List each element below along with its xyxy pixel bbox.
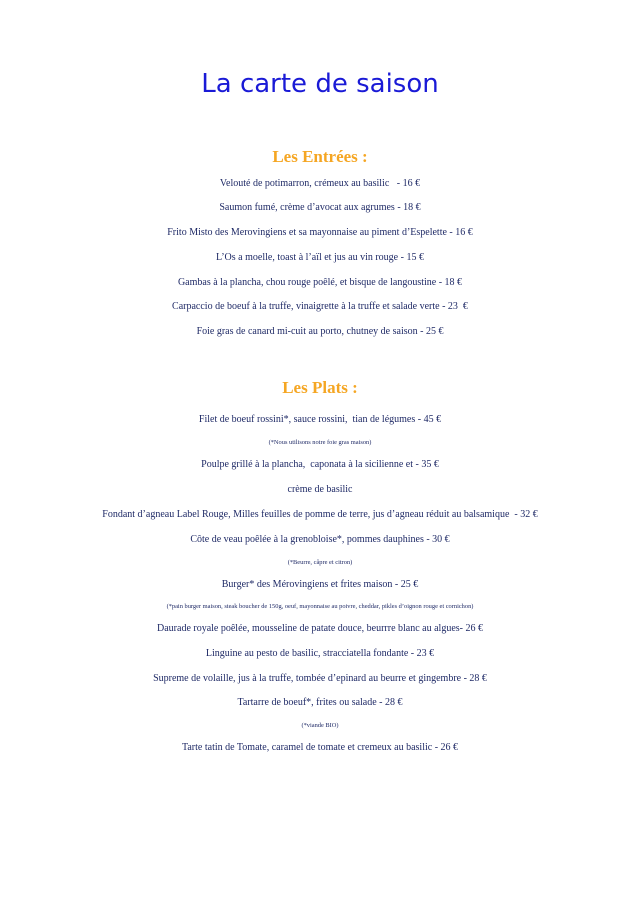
page-title: La carte de saison [201, 69, 439, 99]
menu-item: Tarte tatin de Tomate, caramel de tomate et cremeux au basilic - 26 € [181, 742, 459, 753]
menu-item: crème de basilic [287, 484, 353, 495]
menu-item: Burger* des Mérovingiens et frites maison - 25 € [221, 579, 419, 590]
menu-item: Daurade royale poêlée, mousseline de patate douce, beurrre blanc au algues- 26 € [157, 623, 483, 634]
menu-item: Fondant d’agneau Label Rouge, Milles feuilles de pomme de terre, jus d’agneau réduit au balsamique - 32 € [102, 509, 538, 520]
menu-item: Velouté de potimarron, crémeux au basilic - 16 € [219, 178, 421, 189]
menu-item: Tartarre de boeuf*, frites ou salade - 28 € [237, 697, 403, 708]
menu-note: (*Nous utilisons notre foie gras maison) [268, 439, 372, 446]
menu-item: Linguine au pesto de basilic, stracciatella fondante - 23 € [205, 648, 435, 659]
menu-item: Côte de veau poêlée à la grenobloise*, pommes dauphines - 30 € [190, 534, 450, 545]
menu-note: (*Beurre, câpre et citron) [287, 559, 353, 566]
menu-item: Frito Misto des Merovingiens et sa mayonnaise au piment d’Espelette - 16 € [167, 227, 473, 238]
menu-item: Gambas à la plancha, chou rouge poêlé, et bisque de langoustine - 18 € [177, 277, 463, 288]
section-heading-plats: Les Plats : [282, 378, 358, 397]
menu-item: Filet de boeuf rossini*, sauce rossini, tian de légumes - 45 € [198, 414, 442, 425]
menu-item: Saumon fumé, crème d’avocat aux agrumes - 18 € [219, 202, 421, 213]
section-heading-entrees: Les Entrées : [272, 147, 368, 166]
menu-item: L’Os a moelle, toast à l’aïl et jus au vin rouge - 15 € [216, 252, 424, 263]
menu-item: Foie gras de canard mi-cuit au porto, chutney de saison - 25 € [196, 326, 444, 337]
menu-note: (*viande BIO) [301, 722, 339, 729]
menu-item: Poulpe grillé à la plancha, caponata à la sicilienne et - 35 € [201, 459, 439, 470]
menu-item: Carpaccio de boeuf à la truffe, vinaigrette à la truffe et salade verte - 23 € [172, 301, 468, 312]
menu-item: Supreme de volaille, jus à la truffe, tombée d’epinard au beurre et gingembre - 28 € [153, 673, 487, 684]
menu-note: (*pain burger maison, steak boucher de 150g, oeuf, mayonnaise au poivre, cheddar, pikles d’oignon rouge et cornichon) [166, 603, 474, 610]
